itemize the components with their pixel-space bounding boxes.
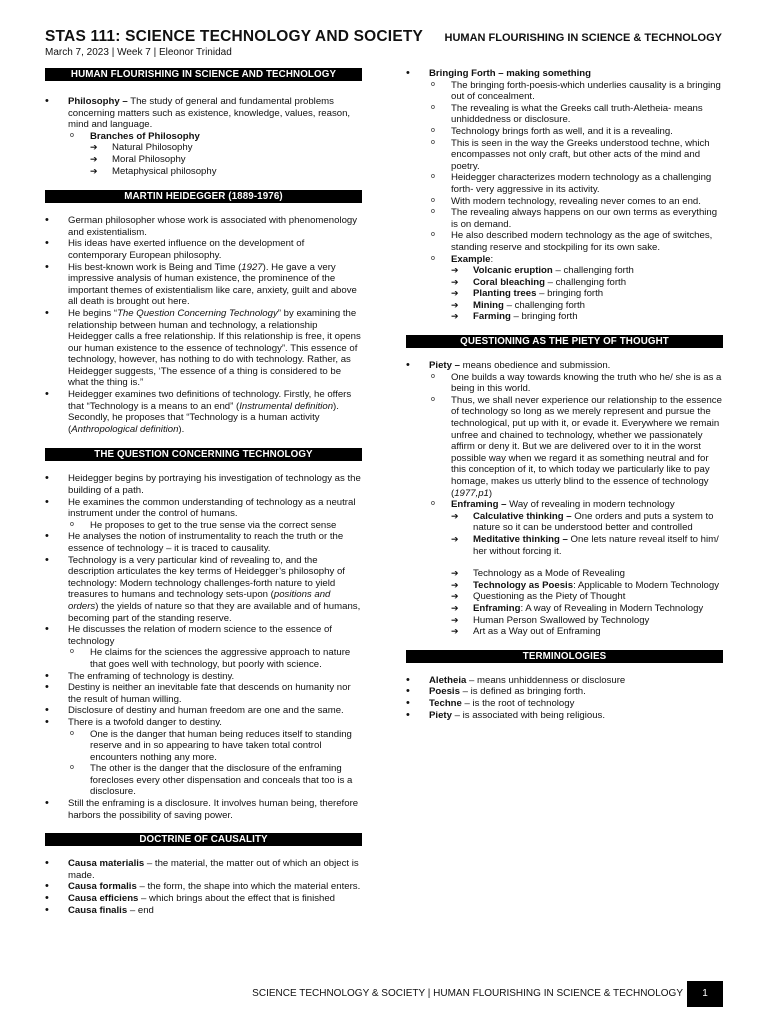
list-item: ➔ Volcanic eruption – challenging forth bbox=[451, 265, 723, 277]
list-item: o Branches of Philosophy ➔ Natural Philosophy ➔ Moral Philosophy ➔ Metaphysical philosophy bbox=[68, 131, 362, 177]
list-item: o The other is the danger that the disclosure of the enframing forecloses every other dispensation and conceals that too is a disclosure. bbox=[68, 763, 362, 798]
list-item: o Heidegger characterizes modern technology as a challenging forth- very aggressive in its activity. bbox=[429, 172, 723, 195]
list-item: o With modern technology, revealing never comes to an end. bbox=[429, 196, 723, 208]
list-item: • Piety – means obedience and submission. o One builds a way towards knowing the truth who he/ she is as a being in this world. o Thus, we shall never experience our relationship to the essence of technology so long as we merely represent and pursue the technological, put up with it, or evade it. Everywhere we remain unfree and chained to technology, whether we passionately affirm or deny it. But we are delivered over to it in the worst possible way when we regard it as something neutral and for this conception of it, to which today we particularly like to pay homage, makes us utterly blind to the essence of technology (1977,p1) o Enframing – Way of revealing in modern technology ➔ Calculative thinking – One orders and puts a system to nature so it can be understood better and controlled ➔ Meditative thinking – One lets nature reveal itself to him/ her without forcing it. ➔ Technology as a Mode of Revealing ➔ Technology as Poesis: Applicable to Modern Technology ➔ Questioning as the Piety of Thought ➔ Enframing: A way of Revealing in Modern Technology ➔ Human Person Swallowed by Technology ➔ Art as a Way out of Enframing bbox=[406, 360, 723, 638]
list-item: o One builds a way towards knowing the truth who he/ she is as a being in this world. bbox=[429, 372, 723, 395]
list-item: • He examines the common understanding of technology as a neutral instrument under the control of humans. o He proposes to get to the true sense via the correct sense bbox=[45, 497, 362, 532]
list-item: • Techne – is the root of technology bbox=[406, 698, 723, 710]
list-item: • Heidegger begins by portraying his investigation of technology as the building of a path. bbox=[45, 473, 362, 496]
section-heading-piety: QUESTIONING AS THE PIETY OF THOUGHT bbox=[406, 335, 723, 348]
list-item: • Causa materialis – the material, the matter out of which an object is made. bbox=[45, 858, 362, 881]
list-item: • His best-known work is Being and Time (1927). He gave a very impressive analysis of human existence, the prominence of the important themes of existentialism like care, anxiety, guilt and above all death is brought out here. bbox=[45, 262, 362, 308]
philosophy-list bbox=[45, 96, 362, 177]
page-number: 1 bbox=[687, 981, 723, 1007]
causality-list bbox=[45, 858, 362, 916]
page-footer bbox=[0, 981, 768, 1007]
list-item: ➔ Technology as a Mode of Revealing bbox=[451, 568, 723, 580]
list-item: • Heidegger examines two definitions of technology. Firstly, he offers that “Technology is a means to an end” (Instrumental definition). Secondly, he proposes that “Technology is a human activity (Anthropological definition). bbox=[45, 389, 362, 435]
list-item: • Piety – is associated with being religious. bbox=[406, 710, 723, 722]
list-item: ➔ Human Person Swallowed by Technology bbox=[451, 615, 723, 627]
question-concerning-list bbox=[45, 473, 362, 821]
list-item: ➔ Farming – bringing forth bbox=[451, 311, 723, 323]
document-subtitle: March 7, 2023 | Week 7 | Eleonor Trinidad bbox=[45, 47, 232, 58]
footer-text: SCIENCE TECHNOLOGY & SOCIETY | HUMAN FLOURISHING IN SCIENCE & TECHNOLOGY bbox=[252, 988, 683, 999]
list-item: • He analyses the notion of instrumentality to reach the truth or the essence of technology – it is traced to causality. bbox=[45, 531, 362, 554]
list-item: • Destiny is neither an inevitable fate that descends on humanity nor the result of human willing. bbox=[45, 682, 362, 705]
list-item: ➔ Mining – challenging forth bbox=[451, 300, 723, 312]
list-item: o Enframing – Way of revealing in modern technology ➔ Calculative thinking – One orders and puts a system to nature so it can be understood better and controlled ➔ Meditative thinking – One lets nature reveal itself to him/ her without forcing it. bbox=[429, 499, 723, 557]
left-column bbox=[45, 68, 362, 916]
list-item: o One is the danger that human being reduces itself to standing reserve and in so appearing to have taken total control encounters nothing any more. bbox=[68, 729, 362, 764]
section-heading-terminologies: TERMINOLOGIES bbox=[406, 650, 723, 663]
list-item: ➔ Moral Philosophy bbox=[90, 154, 362, 166]
list-item: ➔ Art as a Way out of Enframing bbox=[451, 626, 723, 638]
list-item: • Technology is a very particular kind of revealing to, and the description articulates the key terms of Heidegger’s philosophy of technology: Modern technology challenges-forth nature to yield treasures to humans and technology sets-upon (positions and orders) the yields of nature so that they are available and of humans, becoming part of the standing reserve. bbox=[45, 555, 362, 625]
list-item: • There is a twofold danger to destiny. o One is the danger that human being reduces itself to standing reserve and in so appearing to have taken total control encounters nothing any more. o The other is the danger that the disclosure of the enframing forecloses every other dispensation and conceals that too is a disclosure. bbox=[45, 717, 362, 798]
document-topic: HUMAN FLOURISHING IN SCIENCE & TECHNOLOGY bbox=[444, 32, 722, 44]
page-header bbox=[45, 28, 735, 64]
list-item: ➔ Natural Philosophy bbox=[90, 142, 362, 154]
list-item: ➔ Metaphysical philosophy bbox=[90, 166, 362, 178]
list-item: • His ideas have exerted influence on the development of contemporary European philosophy. bbox=[45, 238, 362, 261]
list-item: • Philosophy – The study of general and fundamental problems concerning matters such as existence, knowledge, values, reason, mind and language. o Branches of Philosophy ➔ Natural Philosophy ➔ Moral Philosophy ➔ Metaphysical philosophy bbox=[45, 96, 362, 177]
right-column bbox=[406, 68, 723, 721]
section-heading-heidegger: MARTIN HEIDEGGER (1889-1976) bbox=[45, 190, 362, 203]
list-item: ➔ Meditative thinking – One lets nature reveal itself to him/ her without forcing it. bbox=[451, 534, 723, 557]
bringing-forth-list bbox=[406, 68, 723, 323]
section-heading-human-flourishing: HUMAN FLOURISHING IN SCIENCE AND TECHNOLOGY bbox=[45, 68, 362, 81]
list-item: • He discusses the relation of modern science to the essence of technology o He claims for the sciences the aggressive approach to nature that goes well with technology, but poorly with science. bbox=[45, 624, 362, 670]
list-item: • He begins “The Question Concerning Technology” by examining the relationship between human and technology, a relationship Heidegger calls a free relationship. If this relationship is free, it opens our human existence to the essence of technology”. This essence of technology, however, has nothing to do with technology. Rather, as Heidegger suggests, ‘The essence of a thing is considered to be what the thing is.” bbox=[45, 308, 362, 389]
list-item: o He proposes to get to the true sense via the correct sense bbox=[68, 520, 362, 532]
list-item: • Causa efficiens – which brings about the effect that is finished bbox=[45, 893, 362, 905]
list-item: ➔ Calculative thinking – One orders and puts a system to nature so it can be understood better and controlled bbox=[451, 511, 723, 534]
list-item: • Disclosure of destiny and human freedom are one and the same. bbox=[45, 705, 362, 717]
list-item: o Example: ➔ Volcanic eruption – challenging forth ➔ Coral bleaching – challenging forth ➔ Planting trees – bringing forth ➔ Mining – challenging forth ➔ Farming – bringing forth bbox=[429, 254, 723, 324]
list-item: o The bringing forth-poesis-which underlies causality is a bringing out of concealment. bbox=[429, 80, 723, 103]
terminologies-list bbox=[406, 675, 723, 721]
list-item: o He claims for the sciences the aggressive approach to nature that goes well with technology, but poorly with science. bbox=[68, 647, 362, 670]
list-item: ➔ Questioning as the Piety of Thought bbox=[451, 591, 723, 603]
list-item: o The revealing is what the Greeks call truth-Aletheia- means unhiddedness or disclosure. bbox=[429, 103, 723, 126]
list-item: • Causa finalis – end bbox=[45, 905, 362, 917]
list-item: o The revealing always happens on our own terms as everything is on demand. bbox=[429, 207, 723, 230]
list-item: o Technology brings forth as well, and it is a revealing. bbox=[429, 126, 723, 138]
list-item: • Poesis – is defined as bringing forth. bbox=[406, 686, 723, 698]
list-item: • The enframing of technology is destiny. bbox=[45, 671, 362, 683]
list-item: ➔ Technology as Poesis: Applicable to Modern Technology bbox=[451, 580, 723, 592]
section-heading-question-concerning: THE QUESTION CONCERNING TECHNOLOGY bbox=[45, 448, 362, 461]
list-item: • Aletheia – means unhiddenness or disclosure bbox=[406, 675, 723, 687]
heidegger-list bbox=[45, 215, 362, 435]
list-item: o Thus, we shall never experience our relationship to the essence of technology so long as we merely represent and pursue the technological, put up with it, or evade it. Everywhere we remain unfree and chained to technology, whether we passionately affirm or deny it. But we are delivered over to it in the worst possible way when we regard it as something neutral and for this conception of it, to which today we particularly like to pay homage, makes us utterly blind to the essence of technology (1977,p1) bbox=[429, 395, 723, 499]
piety-list bbox=[406, 360, 723, 638]
list-item: • Still the enframing is a disclosure. It involves human being, therefore harbors the possibility of saving power. bbox=[45, 798, 362, 821]
document-title: STAS 111: SCIENCE TECHNOLOGY AND SOCIETY bbox=[45, 28, 424, 45]
list-item: • German philosopher whose work is associated with phenomenology and existentialism. bbox=[45, 215, 362, 238]
list-item: • Causa formalis – the form, the shape into which the material enters. bbox=[45, 881, 362, 893]
section-heading-causality: DOCTRINE OF CAUSALITY bbox=[45, 833, 362, 846]
list-item: o This is seen in the way the Greeks understood techne, which encompasses not only craft, but other acts of the mind and poetry. bbox=[429, 138, 723, 173]
list-item: ➔ Planting trees – bringing forth bbox=[451, 288, 723, 300]
list-item: ➔ Coral bleaching – challenging forth bbox=[451, 277, 723, 289]
list-item: o He also described modern technology as the age of switches, standing reserve and stockpiling for its own sake. bbox=[429, 230, 723, 253]
list-item: ➔ Enframing: A way of Revealing in Modern Technology bbox=[451, 603, 723, 615]
list-item: • Bringing Forth – making something o The bringing forth-poesis-which underlies causality is a bringing out of concealment. o The revealing is what the Greeks call truth-Aletheia- means unhiddedness or disclosure. o Technology brings forth as well, and it is a revealing. o This is seen in the way the Greeks understood techne, which encompasses not only craft, but other acts of the mind and poetry. o Heidegger characterizes modern technology as a challenging forth- very aggressive in its activity. o With modern technology, revealing never comes to an end. o The revealing always happens on our own terms as everything is on demand. o He also described modern technology as the age of switches, standing reserve and stockpiling for its own sake. o Example: ➔ Volcanic eruption – challenging forth ➔ Coral bleaching – challenging forth ➔ Planting trees – bringing forth ➔ Mining – challenging forth ➔ Farming – bringing forth bbox=[406, 68, 723, 323]
